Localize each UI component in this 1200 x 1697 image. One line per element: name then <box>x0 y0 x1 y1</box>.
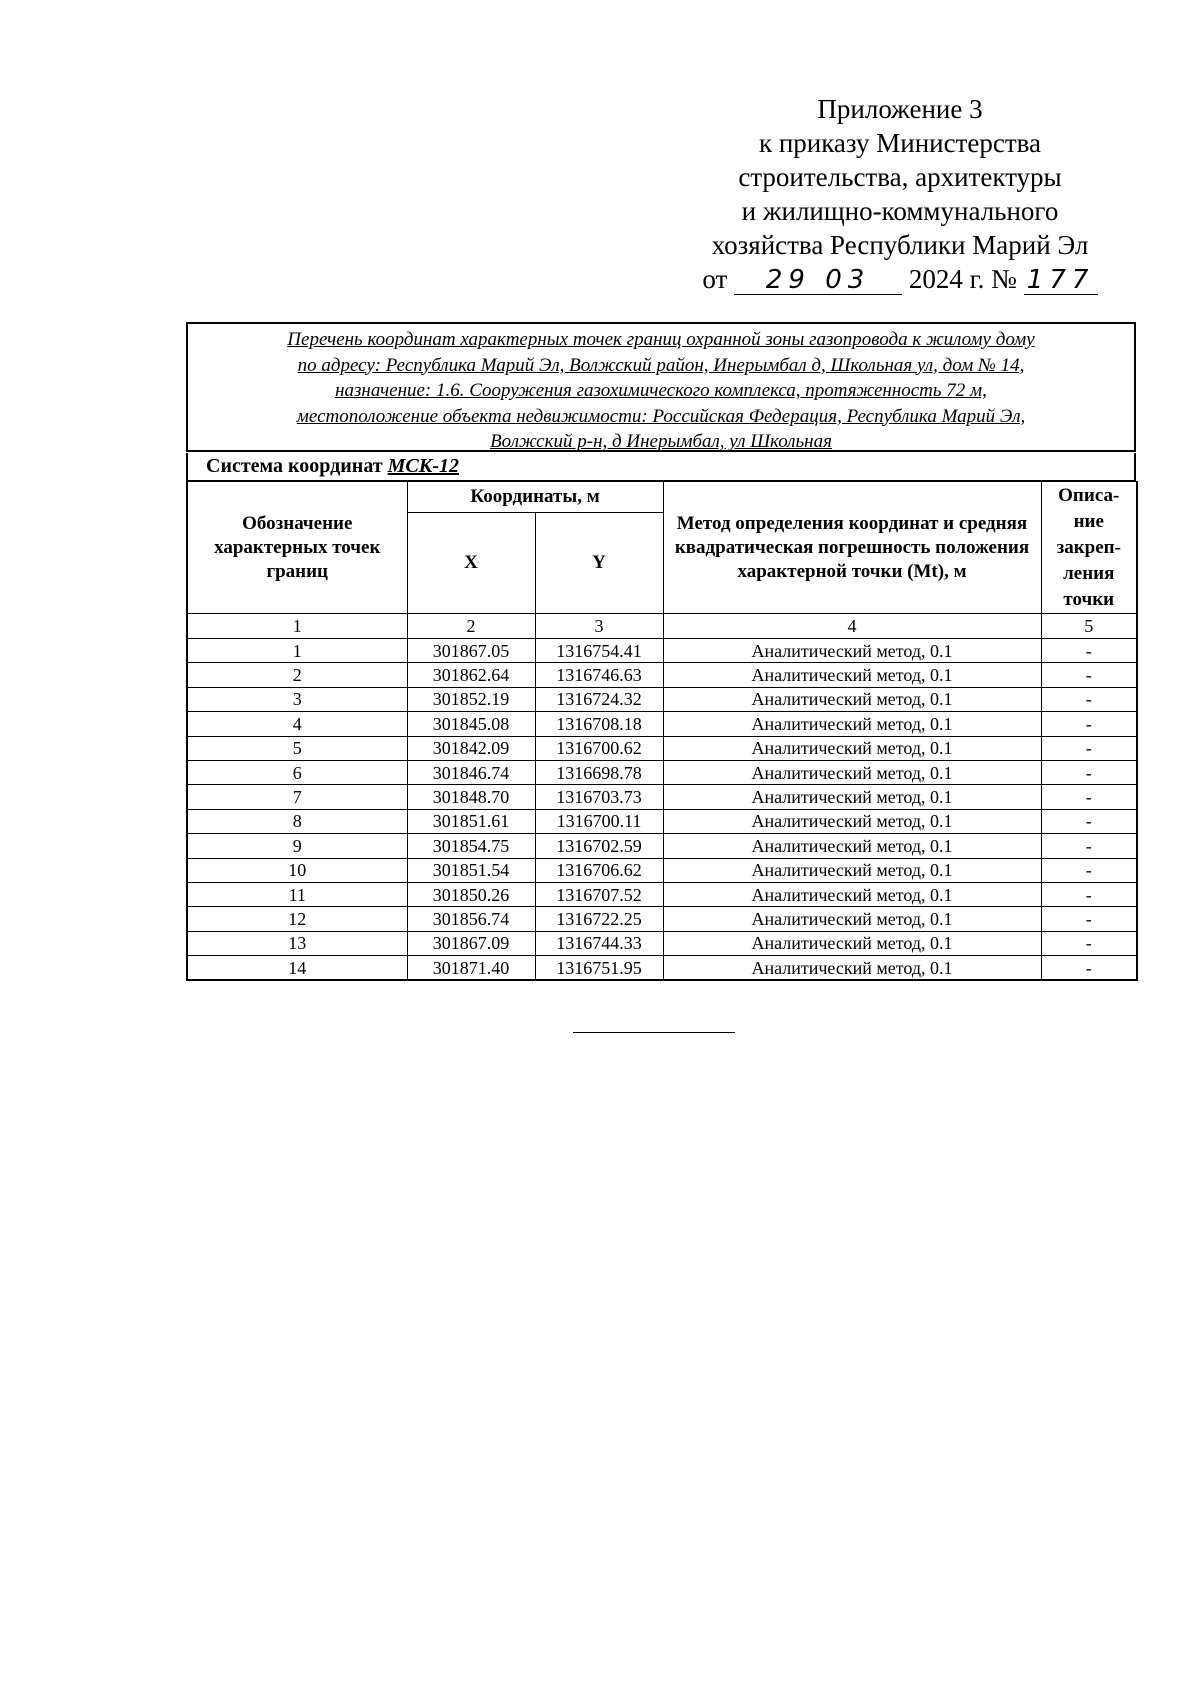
method-cell: Аналитический метод, 0.1 <box>663 907 1041 931</box>
column-number: 1 <box>187 614 407 639</box>
point-cell: 13 <box>187 931 407 955</box>
method-cell: Аналитический метод, 0.1 <box>663 858 1041 882</box>
point-cell: 7 <box>187 785 407 809</box>
title-line-2: по адресу: Республика Марий Эл, Волжский район, Инерымбал д, Школьная ул, дом № 14, <box>297 354 1025 376</box>
y-coordinate-cell: 1316700.11 <box>535 809 663 833</box>
point-cell: 11 <box>187 882 407 906</box>
method-cell: Аналитический метод, 0.1 <box>663 663 1041 687</box>
table-row <box>187 760 1137 784</box>
description-cell: - <box>1041 956 1137 981</box>
appendix-title: Приложение 3 <box>817 94 983 124</box>
header-method: Метод определения координат и средняя квадратическая погрешность положения характерной точки (Mt), м <box>663 482 1041 614</box>
handwritten-date: 29 03 <box>734 266 902 295</box>
method-cell: Аналитический метод, 0.1 <box>663 882 1041 906</box>
y-coordinate-cell: 1316702.59 <box>535 834 663 858</box>
table-row <box>187 712 1137 736</box>
method-cell: Аналитический метод, 0.1 <box>663 736 1041 760</box>
header-y: Y <box>535 513 663 614</box>
point-cell: 1 <box>187 639 407 663</box>
x-coordinate-cell: 301856.74 <box>407 907 535 931</box>
y-coordinate-cell: 1316751.95 <box>535 956 663 981</box>
y-coordinate-cell: 1316706.62 <box>535 858 663 882</box>
column-number: 3 <box>535 614 663 639</box>
column-number: 4 <box>663 614 1041 639</box>
coordinate-system-row <box>186 453 1136 481</box>
table-row <box>187 907 1137 931</box>
x-coordinate-cell: 301846.74 <box>407 760 535 784</box>
table-row <box>187 687 1137 711</box>
header-x: X <box>407 513 535 614</box>
table-row <box>187 882 1137 906</box>
description-cell: - <box>1041 736 1137 760</box>
x-coordinate-cell: 301867.05 <box>407 639 535 663</box>
description-cell: - <box>1041 882 1137 906</box>
closing-separator-line <box>573 1032 735 1033</box>
method-cell: Аналитический метод, 0.1 <box>663 760 1041 784</box>
date-prefix: от <box>702 264 728 294</box>
description-cell: - <box>1041 712 1137 736</box>
point-cell: 8 <box>187 809 407 833</box>
x-coordinate-cell: 301848.70 <box>407 785 535 809</box>
header-description: Описа- ние закреп- ления точки <box>1041 482 1137 614</box>
description-cell: - <box>1041 858 1137 882</box>
point-cell: 2 <box>187 663 407 687</box>
point-cell: 14 <box>187 956 407 981</box>
list-title-box <box>186 322 1136 452</box>
point-cell: 5 <box>187 736 407 760</box>
description-cell: - <box>1041 834 1137 858</box>
table-row <box>187 858 1137 882</box>
description-cell: - <box>1041 785 1137 809</box>
header-point: Обозначение характерных точек границ <box>187 482 407 614</box>
column-numbers-row <box>187 614 1137 639</box>
method-cell: Аналитический метод, 0.1 <box>663 785 1041 809</box>
appendix-header <box>660 92 1140 296</box>
description-cell: - <box>1041 760 1137 784</box>
x-coordinate-cell: 301871.40 <box>407 956 535 981</box>
y-coordinate-cell: 1316722.25 <box>535 907 663 931</box>
point-cell: 6 <box>187 760 407 784</box>
point-cell: 12 <box>187 907 407 931</box>
method-cell: Аналитический метод, 0.1 <box>663 809 1041 833</box>
x-coordinate-cell: 301851.54 <box>407 858 535 882</box>
column-number: 5 <box>1041 614 1137 639</box>
order-reference-line: к приказу Министерства <box>758 128 1042 158</box>
y-coordinate-cell: 1316700.62 <box>535 736 663 760</box>
table-row <box>187 931 1137 955</box>
ministry-line-1: строительства, архитектуры <box>738 162 1062 192</box>
title-line-4: местоположение объекта недвижимости: Российская Федерация, Республика Марий Эл, <box>296 405 1026 427</box>
y-coordinate-cell: 1316724.32 <box>535 687 663 711</box>
header-coordinates: Координаты, м <box>407 482 663 513</box>
table-row <box>187 736 1137 760</box>
title-line-3: назначение: 1.6. Сооружения газохимического комплекса, протяженность 72 м, <box>335 380 987 401</box>
y-coordinate-cell: 1316708.18 <box>535 712 663 736</box>
ministry-line-3: хозяйства Республики Марий Эл <box>711 230 1089 260</box>
y-coordinate-cell: 1316754.41 <box>535 639 663 663</box>
y-coordinate-cell: 1316707.52 <box>535 882 663 906</box>
table-row <box>187 663 1137 687</box>
coordinate-system-value: МСК-12 <box>387 455 459 477</box>
method-cell: Аналитический метод, 0.1 <box>663 834 1041 858</box>
table-row <box>187 956 1137 981</box>
method-cell: Аналитический метод, 0.1 <box>663 931 1041 955</box>
description-cell: - <box>1041 639 1137 663</box>
x-coordinate-cell: 301862.64 <box>407 663 535 687</box>
x-coordinate-cell: 301854.75 <box>407 834 535 858</box>
method-cell: Аналитический метод, 0.1 <box>663 639 1041 663</box>
ministry-line-2: и жилищно-коммунального <box>741 196 1059 226</box>
description-cell: - <box>1041 809 1137 833</box>
table-row <box>187 834 1137 858</box>
description-cell: - <box>1041 663 1137 687</box>
y-coordinate-cell: 1316746.63 <box>535 663 663 687</box>
handwritten-order-number: 177 <box>1024 266 1098 295</box>
column-number: 2 <box>407 614 535 639</box>
point-cell: 3 <box>187 687 407 711</box>
description-cell: - <box>1041 687 1137 711</box>
table-row <box>187 639 1137 663</box>
order-date-number-line <box>660 262 1140 296</box>
x-coordinate-cell: 301851.61 <box>407 809 535 833</box>
method-cell: Аналитический метод, 0.1 <box>663 956 1041 981</box>
x-coordinate-cell: 301845.08 <box>407 712 535 736</box>
description-cell: - <box>1041 907 1137 931</box>
table-row <box>187 809 1137 833</box>
point-cell: 10 <box>187 858 407 882</box>
y-coordinate-cell: 1316744.33 <box>535 931 663 955</box>
title-line-1: Перечень координат характерных точек границ охранной зоны газопровода к жилому дому <box>287 329 1035 350</box>
y-coordinate-cell: 1316698.78 <box>535 760 663 784</box>
point-cell: 4 <box>187 712 407 736</box>
method-cell: Аналитический метод, 0.1 <box>663 712 1041 736</box>
x-coordinate-cell: 301852.19 <box>407 687 535 711</box>
method-cell: Аналитический метод, 0.1 <box>663 687 1041 711</box>
coordinates-table <box>186 481 1138 981</box>
x-coordinate-cell: 301842.09 <box>407 736 535 760</box>
y-coordinate-cell: 1316703.73 <box>535 785 663 809</box>
year-and-number-label: 2024 г. № <box>908 264 1017 294</box>
description-cell: - <box>1041 931 1137 955</box>
title-line-5: Волжский р-н, д Инерымбал, ул Школьная <box>490 431 832 452</box>
point-cell: 9 <box>187 834 407 858</box>
coordinate-system-label: Система координат <box>206 455 383 477</box>
table-row <box>187 785 1137 809</box>
x-coordinate-cell: 301867.09 <box>407 931 535 955</box>
x-coordinate-cell: 301850.26 <box>407 882 535 906</box>
